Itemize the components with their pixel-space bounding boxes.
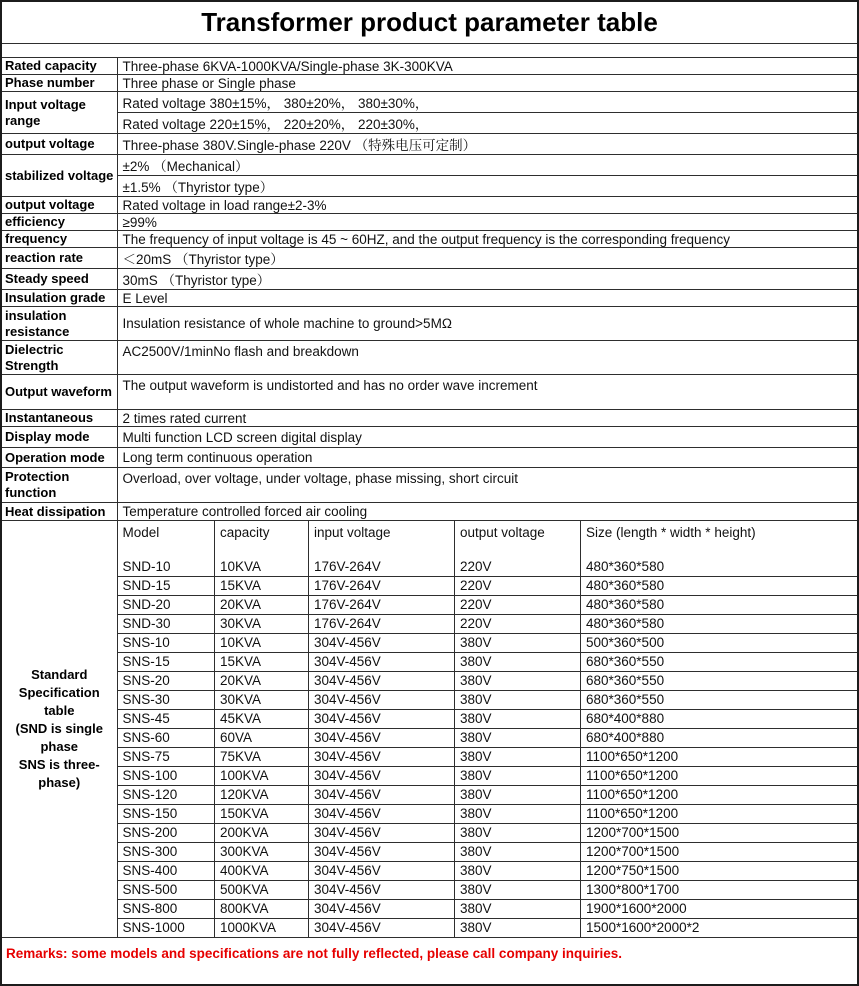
spec-cell: 380V (455, 842, 581, 861)
spec-cell: 176V-264V (309, 576, 455, 595)
page-title: Transformer product parameter table (2, 2, 857, 44)
param-label: Output waveform (2, 375, 117, 410)
spec-cell: SNS-20 (118, 671, 215, 690)
spec-cell: 304V-456V (309, 747, 455, 766)
spec-row (118, 785, 858, 804)
param-label: efficiency (2, 214, 117, 231)
spec-cell: 304V-456V (309, 690, 455, 709)
param-label: frequency (2, 231, 117, 248)
spec-cell: 680*400*880 (581, 709, 858, 728)
param-label: Steady speed (2, 269, 117, 290)
param-row (2, 92, 857, 113)
param-label: stabilized voltage (2, 155, 117, 197)
spec-cell: 480*360*580 (581, 557, 858, 576)
spec-column-header: Size (length * width * height) (581, 521, 858, 557)
spec-cell: 1200*700*1500 (581, 842, 858, 861)
param-row (2, 448, 857, 468)
spec-cell: 220V (455, 557, 581, 576)
spec-section (2, 521, 857, 938)
spec-label-line: (SND is single (15, 721, 103, 736)
spec-row (118, 880, 858, 899)
param-label: Input voltage range (2, 92, 117, 134)
spec-cell: 1900*1600*2000 (581, 899, 858, 918)
spec-label-line: table (44, 703, 75, 718)
param-label: Dielectric Strength (2, 341, 117, 375)
param-value: E Level (117, 290, 857, 307)
param-value: 2 times rated current (117, 410, 857, 427)
param-row (2, 58, 857, 75)
spec-cell: 304V-456V (309, 842, 455, 861)
spec-cell: 1200*750*1500 (581, 861, 858, 880)
spec-cell: 304V-456V (309, 671, 455, 690)
spec-cell: 120KVA (215, 785, 309, 804)
spec-row (118, 690, 858, 709)
param-value: ≥99% (117, 214, 857, 231)
spec-cell: 304V-456V (309, 880, 455, 899)
param-value: ＜20mS （Thyristor type） (117, 248, 857, 269)
param-row (2, 75, 857, 92)
param-row (2, 231, 857, 248)
spec-cell: 220V (455, 595, 581, 614)
param-row (2, 197, 857, 214)
spec-cell: 380V (455, 728, 581, 747)
spec-cell: SNS-200 (118, 823, 215, 842)
spec-row (118, 747, 858, 766)
spec-label-line: Specification (18, 685, 100, 700)
spec-cell: 304V-456V (309, 728, 455, 747)
spec-table-holder (117, 521, 857, 938)
spec-cell: 30KVA (215, 690, 309, 709)
spec-section-row (2, 521, 857, 938)
param-value: Rated voltage 220±15%， 220±20%， 220±30%， (117, 113, 857, 134)
spec-cell: 480*360*580 (581, 595, 858, 614)
spec-cell: SNS-300 (118, 842, 215, 861)
spec-row (118, 823, 858, 842)
spec-row (118, 614, 858, 633)
param-value: Three-phase 380V.Single-phase 220V （特殊电压可定制） (117, 134, 857, 155)
spec-cell: 300KVA (215, 842, 309, 861)
spec-cell: 304V-456V (309, 823, 455, 842)
spec-cell: 380V (455, 766, 581, 785)
spec-column-header: Model (118, 521, 215, 557)
spec-cell: SND-15 (118, 576, 215, 595)
spec-column-header: input voltage (309, 521, 455, 557)
param-row (2, 341, 857, 375)
param-label: Protection function (2, 468, 117, 503)
spec-cell: 1500*1600*2000*2 (581, 918, 858, 937)
spec-cell: 1100*650*1200 (581, 747, 858, 766)
spec-cell: 1100*650*1200 (581, 785, 858, 804)
spec-cell: 680*360*550 (581, 652, 858, 671)
spec-row (118, 557, 858, 576)
spec-row (118, 576, 858, 595)
spec-row (118, 728, 858, 747)
parameter-table (2, 57, 857, 938)
param-value: Three-phase 6KVA-1000KVA/Single-phase 3K-300KVA (117, 58, 857, 75)
spec-cell: 20KVA (215, 671, 309, 690)
spec-cell: 1100*650*1200 (581, 804, 858, 823)
param-row (2, 427, 857, 448)
spec-cell: 380V (455, 861, 581, 880)
spec-cell: 680*360*550 (581, 690, 858, 709)
param-row (2, 155, 857, 176)
spec-cell: 680*400*880 (581, 728, 858, 747)
spec-cell: 304V-456V (309, 766, 455, 785)
spec-cell: 380V (455, 785, 581, 804)
param-row (2, 503, 857, 521)
param-label: output voltage (2, 197, 117, 214)
spec-cell: SNS-120 (118, 785, 215, 804)
spec-table-body (118, 557, 858, 937)
param-label: output voltage (2, 134, 117, 155)
spec-cell: 304V-456V (309, 861, 455, 880)
param-label: insulation resistance (2, 307, 117, 341)
title-gap (2, 44, 857, 57)
param-row (2, 113, 857, 134)
param-row (2, 307, 857, 341)
spec-cell: 1100*650*1200 (581, 766, 858, 785)
spec-cell: 380V (455, 880, 581, 899)
param-value: Temperature controlled forced air cooling (117, 503, 857, 521)
spec-cell: 220V (455, 614, 581, 633)
spec-cell: 380V (455, 671, 581, 690)
spec-label-line: SNS is three- (18, 757, 100, 772)
spec-cell: 304V-456V (309, 709, 455, 728)
spec-column-header: capacity (215, 521, 309, 557)
spec-cell: 500KVA (215, 880, 309, 899)
spec-cell: SNS-500 (118, 880, 215, 899)
spec-cell: 45KVA (215, 709, 309, 728)
spec-cell: SNS-400 (118, 861, 215, 880)
spec-cell: 30KVA (215, 614, 309, 633)
spec-cell: 304V-456V (309, 804, 455, 823)
spec-cell: 304V-456V (309, 918, 455, 937)
spec-row (118, 899, 858, 918)
spec-cell: SNS-800 (118, 899, 215, 918)
spec-cell: SND-30 (118, 614, 215, 633)
spec-cell: 60VA (215, 728, 309, 747)
param-value: Rated voltage in load range±2-3% (117, 197, 857, 214)
spec-cell: 10KVA (215, 633, 309, 652)
param-row (2, 269, 857, 290)
param-label: Phase number (2, 75, 117, 92)
spec-cell: 100KVA (215, 766, 309, 785)
spec-cell: 200KVA (215, 823, 309, 842)
spec-cell: 380V (455, 804, 581, 823)
param-row (2, 290, 857, 307)
param-label: Insulation grade (2, 290, 117, 307)
spec-cell: 380V (455, 899, 581, 918)
remarks-note: Remarks: some models and specifications are not fully reflected, please call company inquiries. (6, 945, 622, 961)
param-value: AC2500V/1minNo flash and breakdown (117, 341, 857, 375)
spec-cell: SNS-45 (118, 709, 215, 728)
spec-cell: SNS-10 (118, 633, 215, 652)
spec-cell: 176V-264V (309, 557, 455, 576)
spec-row (118, 918, 858, 937)
parameter-rows (2, 58, 857, 521)
spec-cell: 680*360*550 (581, 671, 858, 690)
spec-row (118, 595, 858, 614)
spec-cell: 176V-264V (309, 595, 455, 614)
param-row (2, 176, 857, 197)
param-label: Instantaneous (2, 410, 117, 427)
spec-cell: 304V-456V (309, 899, 455, 918)
param-value: The frequency of input voltage is 45 ~ 60HZ, and the output frequency is the corresponding frequency (117, 231, 857, 248)
spec-cell: SNS-75 (118, 747, 215, 766)
spec-label-line: phase (40, 739, 79, 754)
spec-cell: 500*360*500 (581, 633, 858, 652)
param-value: ±2% （Mechanical） (117, 155, 857, 176)
spec-row-label (2, 521, 117, 938)
param-value: Three phase or Single phase (117, 75, 857, 92)
spec-cell: 220V (455, 576, 581, 595)
param-value: 30mS （Thyristor type） (117, 269, 857, 290)
param-row (2, 248, 857, 269)
spec-column-header: output voltage (455, 521, 581, 557)
spec-cell: SNS-60 (118, 728, 215, 747)
spec-row (118, 804, 858, 823)
spec-cell: SND-10 (118, 557, 215, 576)
spec-cell: 304V-456V (309, 633, 455, 652)
spec-table-header (118, 521, 858, 557)
spec-cell: 15KVA (215, 576, 309, 595)
spec-table (118, 521, 858, 937)
spec-header-row (118, 521, 858, 557)
spec-cell: 304V-456V (309, 785, 455, 804)
spec-cell: 1300*800*1700 (581, 880, 858, 899)
param-value: Overload, over voltage, under voltage, phase missing, short circuit (117, 468, 857, 503)
param-value: Long term continuous operation (117, 448, 857, 468)
spec-cell: SNS-150 (118, 804, 215, 823)
spec-label-lines (2, 666, 117, 792)
spec-cell: 480*360*580 (581, 614, 858, 633)
param-label: Rated capacity (2, 58, 117, 75)
spec-label-line: Standard (31, 667, 88, 682)
param-row (2, 134, 857, 155)
spec-row (118, 671, 858, 690)
spec-cell: 75KVA (215, 747, 309, 766)
param-value: The output waveform is undistorted and has no order wave increment (117, 375, 857, 410)
param-label: reaction rate (2, 248, 117, 269)
spec-row (118, 842, 858, 861)
spec-row (118, 766, 858, 785)
spec-cell: 380V (455, 690, 581, 709)
spec-cell: 800KVA (215, 899, 309, 918)
spec-cell: 1000KVA (215, 918, 309, 937)
spec-cell: 1200*700*1500 (581, 823, 858, 842)
spec-cell: 380V (455, 633, 581, 652)
spec-row (118, 633, 858, 652)
spec-cell: 304V-456V (309, 652, 455, 671)
param-value: ±1.5% （Thyristor type） (117, 176, 857, 197)
spec-cell: 150KVA (215, 804, 309, 823)
spec-cell: 380V (455, 652, 581, 671)
spec-cell: 380V (455, 709, 581, 728)
param-label: Operation mode (2, 448, 117, 468)
spec-cell: 380V (455, 823, 581, 842)
param-row (2, 468, 857, 503)
param-row (2, 375, 857, 410)
spec-cell: 15KVA (215, 652, 309, 671)
spec-label-line: phase) (38, 775, 81, 790)
spec-row (118, 709, 858, 728)
param-label: Heat dissipation (2, 503, 117, 521)
param-row (2, 410, 857, 427)
spec-cell: 176V-264V (309, 614, 455, 633)
spec-row (118, 861, 858, 880)
spec-cell: 480*360*580 (581, 576, 858, 595)
spec-cell: 10KVA (215, 557, 309, 576)
spec-cell: 400KVA (215, 861, 309, 880)
param-label: Display mode (2, 427, 117, 448)
param-value: Multi function LCD screen digital display (117, 427, 857, 448)
param-value: Rated voltage 380±15%， 380±20%， 380±30%， (117, 92, 857, 113)
spec-cell: 20KVA (215, 595, 309, 614)
spec-cell: 380V (455, 918, 581, 937)
spec-row (118, 652, 858, 671)
spec-cell: SNS-15 (118, 652, 215, 671)
spec-cell: SNS-100 (118, 766, 215, 785)
param-row (2, 214, 857, 231)
spec-cell: SNS-1000 (118, 918, 215, 937)
spec-cell: 380V (455, 747, 581, 766)
spec-cell: SNS-30 (118, 690, 215, 709)
param-value: Insulation resistance of whole machine to ground>5MΩ (117, 307, 857, 341)
spec-cell: SND-20 (118, 595, 215, 614)
